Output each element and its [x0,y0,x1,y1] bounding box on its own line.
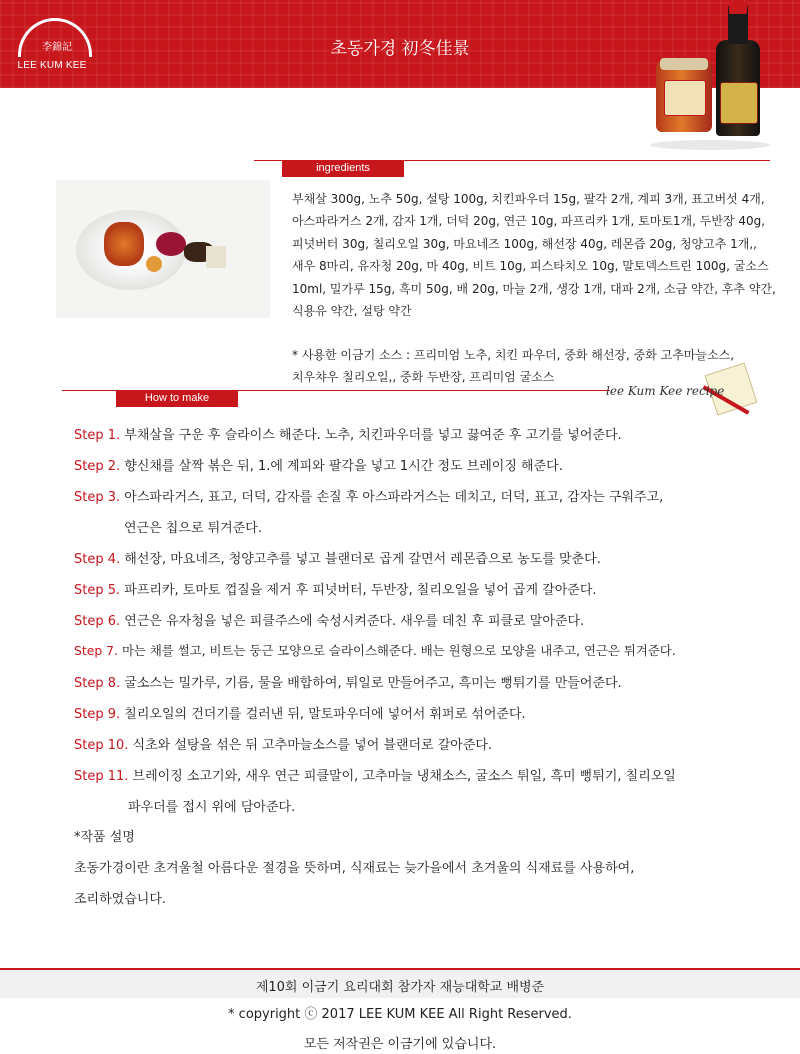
step-9 [74,703,526,722]
step-text: 브레이징 소고기와, 새우 연근 피클말이, 고추마늘 냉채소스, 굴소스 튀일, 흑미 뻥튀기, 칠리오일 [132,769,676,784]
step-label: Step 4. [74,552,121,567]
step-label: Step 8. [74,676,121,691]
step-text: 해선장, 마요네즈, 청양고추를 넣고 블랜더로 곱게 갈면서 레몬즙으로 농도를 맞춘다. [124,552,601,567]
ingredients-tab: ingredients [282,160,404,177]
step-11 [74,765,676,784]
step-text: 부채살을 구운 후 슬라이스 해준다. 노추, 치킨파우더를 넣고 끓여준 후 고기를 넣어준다. [124,428,622,443]
description-line: 초동가경이란 초겨울철 아름다운 절경을 뜻하며, 식재료는 늦가을에서 초겨울의 식재료를 사용하여, [74,861,635,876]
ingredients-line: 피넛버터 30g, 칠리오일 30g, 마요네즈 100g, 해선장 40g, 레몬즙 20g, 청양고추 1개,, [292,236,757,251]
step-label: Step 10. [74,738,129,753]
ingredients-line: 새우 8마리, 유자청 20g, 마 40g, 비트 10g, 피스타치오 10g, 말토덱스트린 100g, 굴소스 [292,259,769,274]
step-text: 식초와 설탕을 섞은 뒤 고추마늘소스를 넣어 블랜더로 갈아준다. [132,738,493,753]
recipe-badge: lee Kum Kee recipe [606,384,725,398]
ingredients-list [292,188,782,322]
step-6 [74,610,584,629]
food-item [156,232,186,256]
step-text: 굴소스는 밀가루, 기름, 물을 배합하여, 튀일로 만들어주고, 흑미는 뻥튀기를 만들어준다. [124,676,622,691]
logo-english-text: LEE KUM KEE [17,60,87,71]
step-text: 파프리카, 토마토 껍질을 제거 후 피넛버터, 두반장, 칠리오일을 넣어 곱게 갈아준다. [124,583,597,598]
bottle-cap [729,2,747,14]
jar-label [664,80,706,116]
footer-rights: 모든 저작권은 이금기에 있습니다. [303,1037,497,1052]
step-2 [74,455,563,474]
logo-chinese-text: 李錦記 [42,42,72,53]
ingredients-line: 10ml, 밀가루 15g, 흑미 50g, 배 20g, 마늘 2개, 생강 1개, 대파 2개, 소금 약간, 후추 약간, [292,281,776,296]
how-to-tab: How to make [116,390,238,407]
step-8 [74,672,622,691]
food-item [206,246,226,268]
step-11-continued: 파우더를 접시 위에 담아준다. [128,800,296,815]
ingredients-line: 아스파라거스 2개, 감자 1개, 더덕 20g, 연근 10g, 파프리카 1개, 토마토1개, 두반장 40g, [292,214,766,229]
description-line: 조리하였습니다. [74,892,167,907]
step-10 [74,734,492,753]
step-label: Step 7. [74,643,118,658]
step-4 [74,548,601,567]
step-1 [74,424,622,443]
ingredients-line: 식용유 약간, 설탕 약간 [292,304,412,319]
step-label: Step 11. [74,769,129,784]
step-label: Step 5. [74,583,121,598]
ingredients-line: 부채살 300g, 노추 50g, 설탕 100g, 치킨파우더 15g, 팔각 2개, 계피 3개, 표고버섯 4개, [292,192,765,206]
step-label: Step 3. [74,490,121,505]
step-5 [74,579,597,598]
step-3 [74,486,663,505]
step-label: Step 1. [74,428,121,443]
sauce-note-line: * 사용한 이금기 소스 : 프리미엄 노추, 치킨 파우더, 중화 해선장, 중화 고추마늘소스, [292,348,735,362]
step-text: 마는 채를 썰고, 비트는 둥근 모양으로 슬라이스해준다. 배는 원형으로 모양을 내주고, 연근은 튀겨준다. [121,643,676,658]
food-item [146,256,162,272]
footer-copyright: * copyright ⓒ 2017 LEE KUM KEE All Right Reserved. [228,1007,572,1022]
food-item [104,222,144,266]
step-text: 연근은 유자청을 넣은 피클주스에 숙성시켜준다. 새우를 데친 후 피클로 말아준다. [124,614,585,629]
step-text: 향신채를 살짝 볶은 뒤, 1.에 계피와 팔각을 넣고 1시간 정도 브레이징 해준다. [124,459,563,474]
page-title: 초동가경 初冬佳景 [330,39,470,59]
sauce-note-line: 치우챠우 칠리오일,, 중화 두반장, 프리미엄 굴소스 [292,370,555,385]
step-7 [74,641,676,659]
dish-photo [56,180,270,318]
step-label: Step 6. [74,614,121,629]
step-label: Step 9. [74,707,121,722]
step-text: 칠리오일의 건더기를 걸러낸 뒤, 말토파우더에 넣어서 휘퍼로 섞어준다. [124,707,526,722]
footer-credit: 제10회 이금기 요리대회 참가자 재능대학교 배병준 [255,980,545,995]
step-3-continued: 연근은 칩으로 튀겨준다. [124,521,262,536]
description-heading: *작품 설명 [74,830,135,845]
product-shadow [650,140,770,150]
step-text: 아스파라거스, 표고, 더덕, 감자를 손질 후 아스파라거스는 데치고, 더덕, 표고, 감자는 구워주고, [124,490,664,505]
jar-lid [660,58,708,70]
step-label: Step 2. [74,459,121,474]
bottle-label [720,82,758,124]
